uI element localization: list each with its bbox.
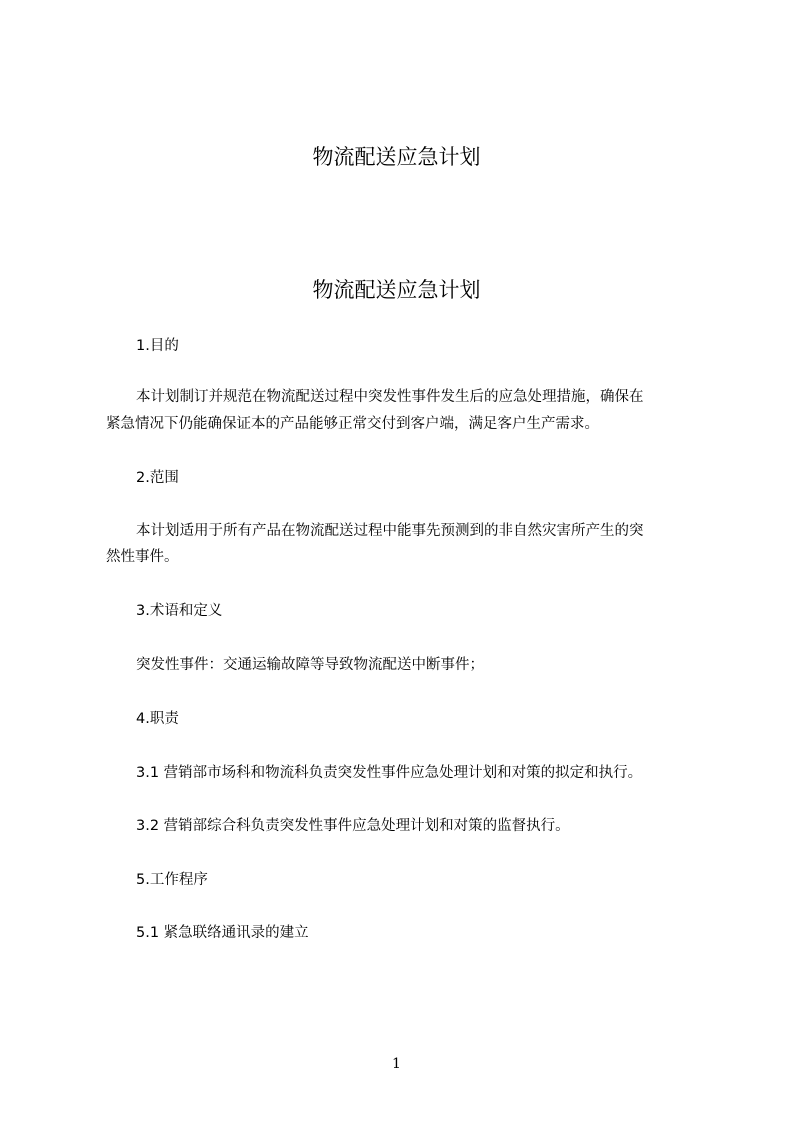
purpose-paragraph-line-2: 紧急情况下仍能确保证本的产品能够正常交付到客户端，满足客户生产需求。: [106, 416, 599, 432]
procedure-heading: 5.工作程序: [136, 872, 208, 888]
scope-paragraph-line-1: 本计划适用于所有产品在物流配送过程中能事先预测到的非自然灾害所产生的突: [136, 523, 644, 539]
terms-definition: 突发性事件：交通运输故障等导致物流配送中断事件；: [136, 657, 484, 673]
purpose-heading: 1.目的: [136, 338, 179, 354]
page-number: 1: [392, 1056, 401, 1072]
header-title: 物流配送应急计划: [312, 145, 481, 169]
terms-heading: 3.术语和定义: [136, 603, 223, 619]
duty-3-1: 3.1 营销部市场科和物流科负责突发性事件应急处理计划和对策的拟定和执行。: [136, 765, 643, 781]
purpose-paragraph-line-1: 本计划制订并规范在物流配送过程中突发性事件发生后的应急处理措施，确保在: [136, 389, 644, 405]
duty-3-2: 3.2 营销部综合科负责突发性事件应急处理计划和对策的监督执行。: [136, 818, 570, 834]
document-title: 物流配送应急计划: [312, 278, 481, 302]
scope-paragraph-line-2: 然性事件。: [106, 549, 179, 565]
scope-heading: 2.范围: [136, 470, 179, 486]
duties-heading: 4.职责: [136, 711, 179, 727]
procedure-5-1: 5.1 紧急联络通讯录的建立: [136, 925, 309, 941]
